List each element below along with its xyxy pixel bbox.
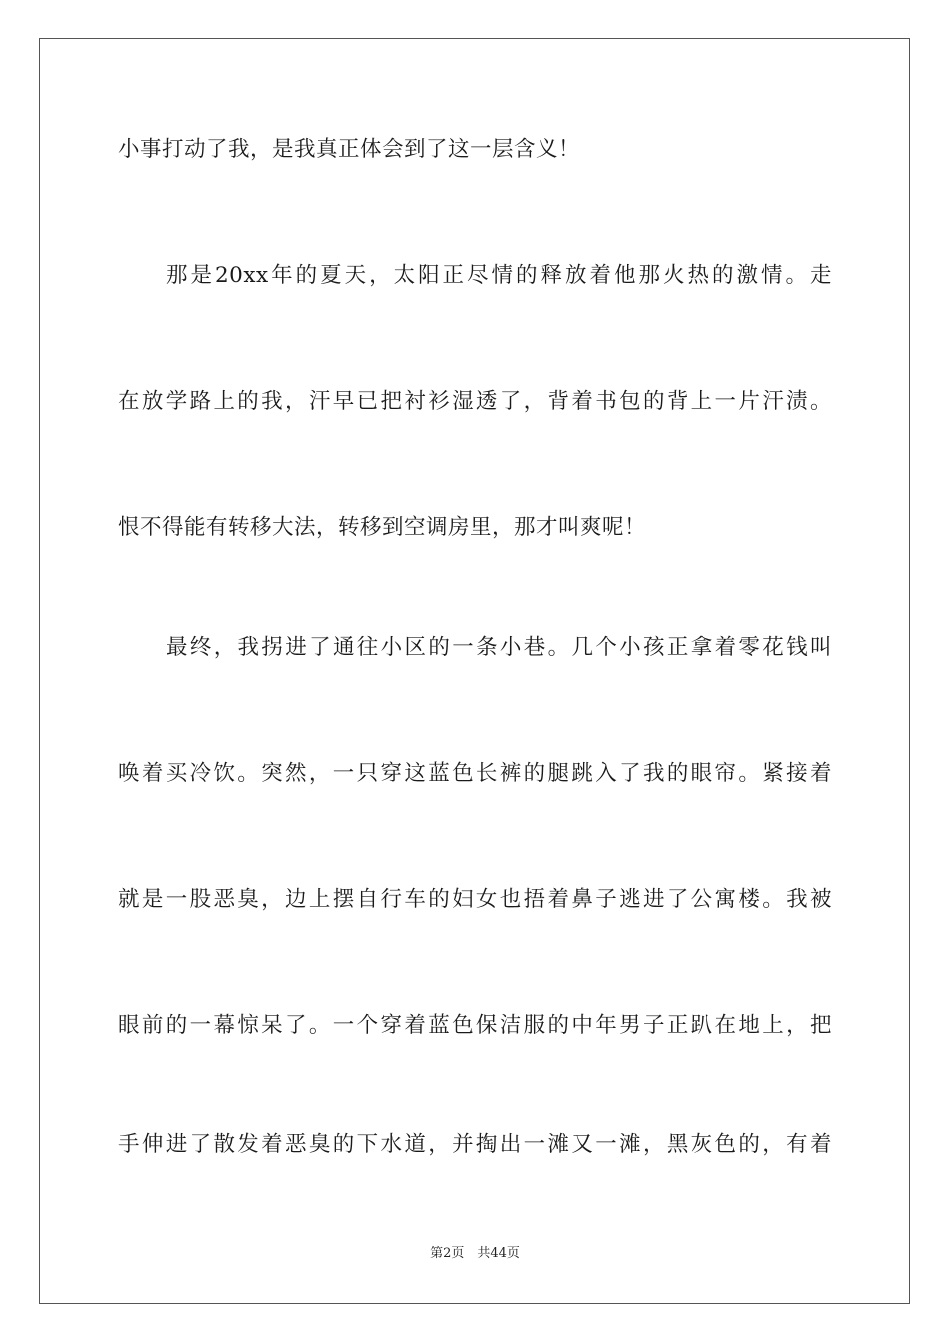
page-border — [39, 38, 910, 1304]
text-line-8: 眼前的一幕惊呆了。一个穿着蓝色保洁服的中年男子正趴在地上，把 — [118, 1013, 832, 1038]
text-line-7: 就是一股恶臭，边上摆自行车的妇女也捂着鼻子逃进了公寓楼。我被 — [118, 887, 832, 912]
text-line-5: 最终，我拐进了通往小区的一条小巷。几个小孩正拿着零花钱叫 — [166, 635, 832, 660]
text-line-2: 那是20xx年的夏天，太阳正尽情的释放着他那火热的激情。走 — [166, 263, 832, 288]
text-line-3: 在放学路上的我，汗早已把衬衫湿透了，背着书包的背上一片汗渍。 — [118, 389, 832, 414]
text-line-1: 小事打动了我，是我真正体会到了这一层含义！ — [118, 137, 581, 162]
page-footer: 第2页 共44页 — [430, 1246, 520, 1261]
text-line-6: 唤着买冷饮。突然，一只穿这蓝色长裤的腿跳入了我的眼帘。紧接着 — [118, 761, 832, 786]
text-line-4: 恨不得能有转移大法，转移到空调房里，那才叫爽呢！ — [118, 515, 647, 540]
text-line-9: 手伸进了散发着恶臭的下水道，并掏出一滩又一滩，黑灰色的，有着 — [118, 1132, 832, 1157]
